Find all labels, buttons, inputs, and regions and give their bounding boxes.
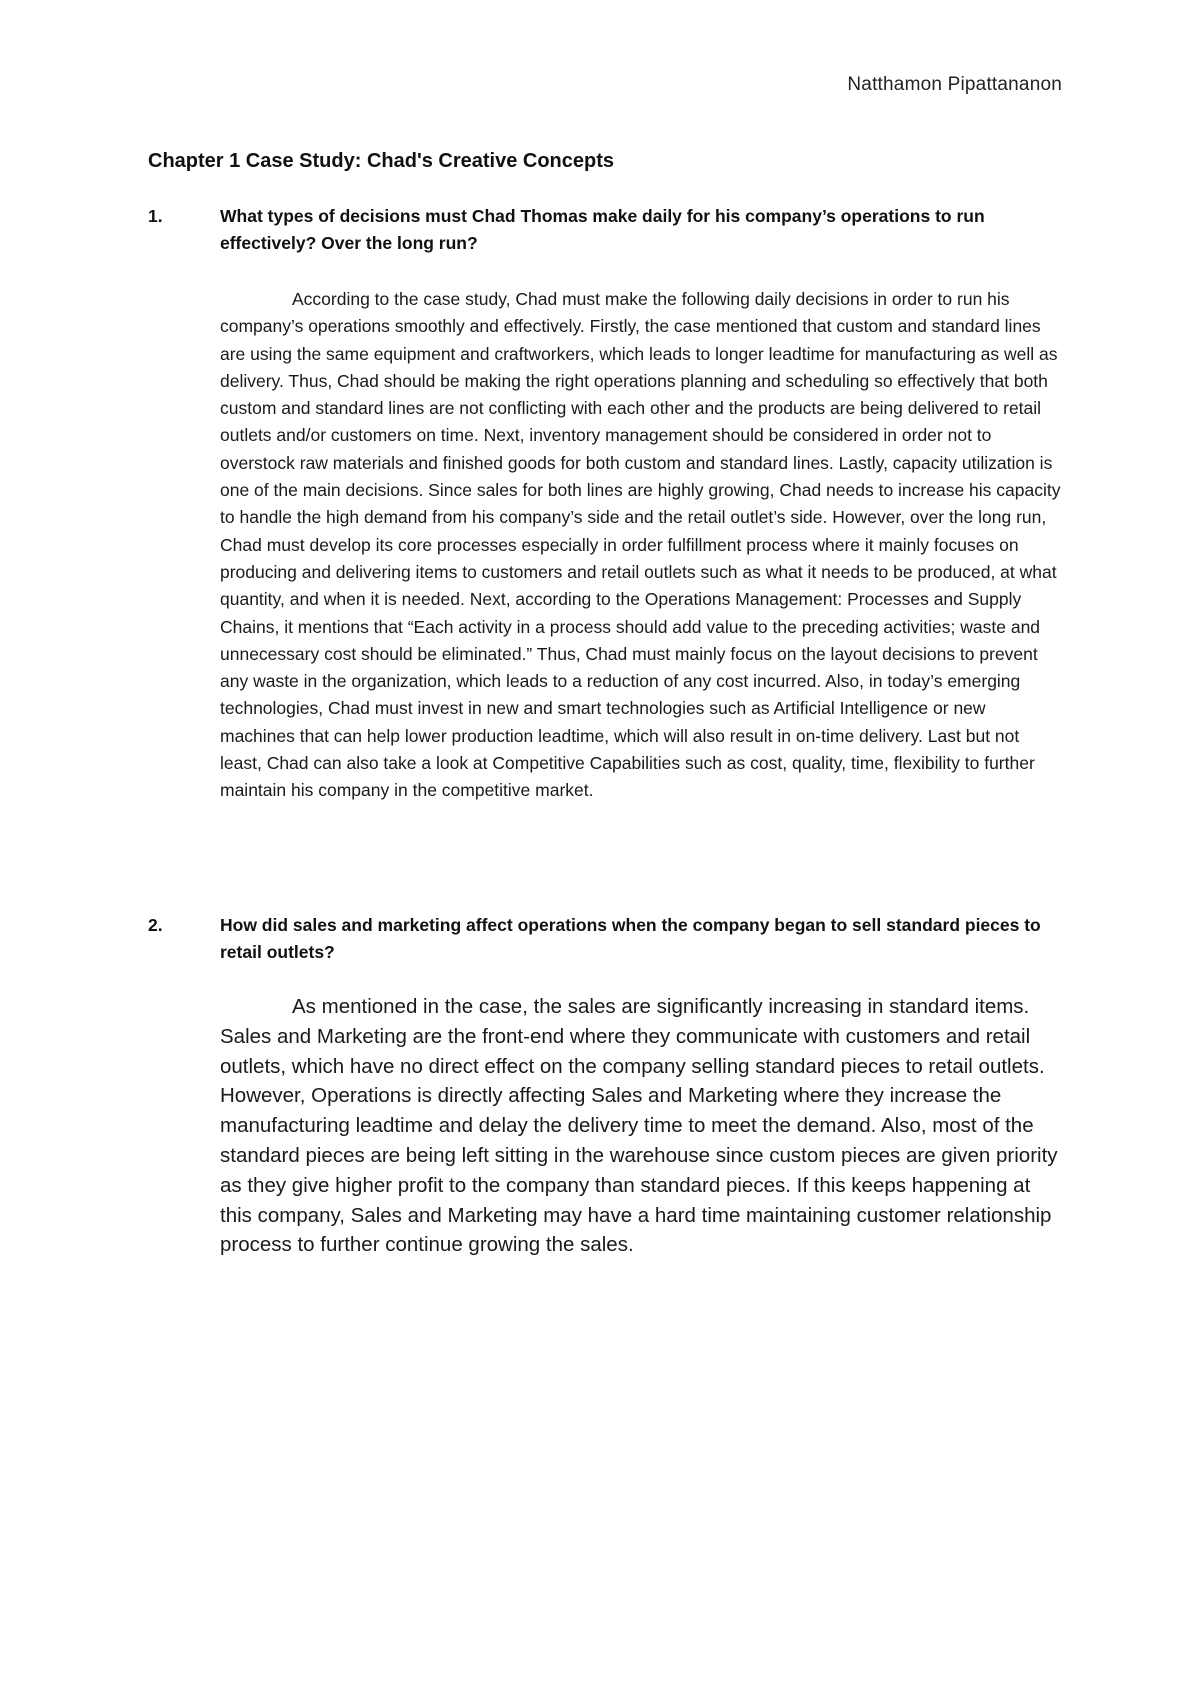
question-2 (148, 912, 1068, 966)
question-1 (148, 203, 1068, 257)
question-number: 1. (148, 206, 163, 226)
author-name: Natthamon Pipattananon (847, 74, 1062, 95)
question-number: 2. (148, 915, 163, 935)
question-text: How did sales and marketing affect operations when the company began to sell standard pieces to retail outlets? (220, 915, 1041, 962)
answer-1-paragraph: According to the case study, Chad must make the following daily decisions in order to run his company’s operations smoothly and effectively. Firstly, the case mentioned that custom and standard lines are using the same equipment and craftworkers, which leads to longer leadtime for manufacturing as well as delivery. Thus, Chad should be making the right operations planning and scheduling so effectively that both custom and standard lines are not conflicting with each other and the products are being delivered to retail outlets and/or customers on time. Next, inventory management should be considered in order not to overstock raw materials and finished goods for both custom and standard lines. Lastly, capacity utilization is one of the main decisions. Since sales for both lines are highly growing, Chad needs to increase his capacity to handle the high demand from his company’s side and the retail outlet’s side. However, over the long run, Chad must develop its core processes especially in order fulfillment process where it mainly focuses on producing and delivering items to customers and retail outlets such as what it needs to be produced, at what quantity, and when it is needed. Next, according to the Operations Management: Processes and Supply Chains, it mentions that “Each activity in a process should add value to the preceding activities; waste and unnecessary cost should be eliminated.” Thus, Chad must mainly focus on the layout decisions to prevent any waste in the organization, which leads to a reduction of any cost incurred. Also, in today’s emerging technologies, Chad must invest in new and smart technologies such as Artificial Intelligence or new machines that can help lower production leadtime, which will also result in on-time delivery. Last but not least, Chad can also take a look at Competitive Capabilities such as cost, quality, time, flexibility to further maintain his company in the competitive market. (220, 289, 1061, 801)
document-title: Chapter 1 Case Study: Chad's Creative Concepts (148, 150, 614, 172)
answer-2-paragraph: As mentioned in the case, the sales are significantly increasing in standard items. Sales and Marketing are the front-end where they communicate with customers and retail outlets, which have no direct effect on the company selling standard pieces to retail outlets. However, Operations is directly affecting Sales and Marketing where they increase the manufacturing leadtime and delay the delivery time to meet the demand. Also, most of the standard pieces are being left sitting in the warehouse since custom pieces are given priority as they give higher profit to the company than standard pieces. If this keeps happening at this company, Sales and Marketing may have a hard time maintaining customer relationship process to further continue growing the sales. (220, 995, 1058, 1257)
question-text: What types of decisions must Chad Thomas make daily for his company’s operations to run effectively? Over the long run? (220, 206, 985, 253)
